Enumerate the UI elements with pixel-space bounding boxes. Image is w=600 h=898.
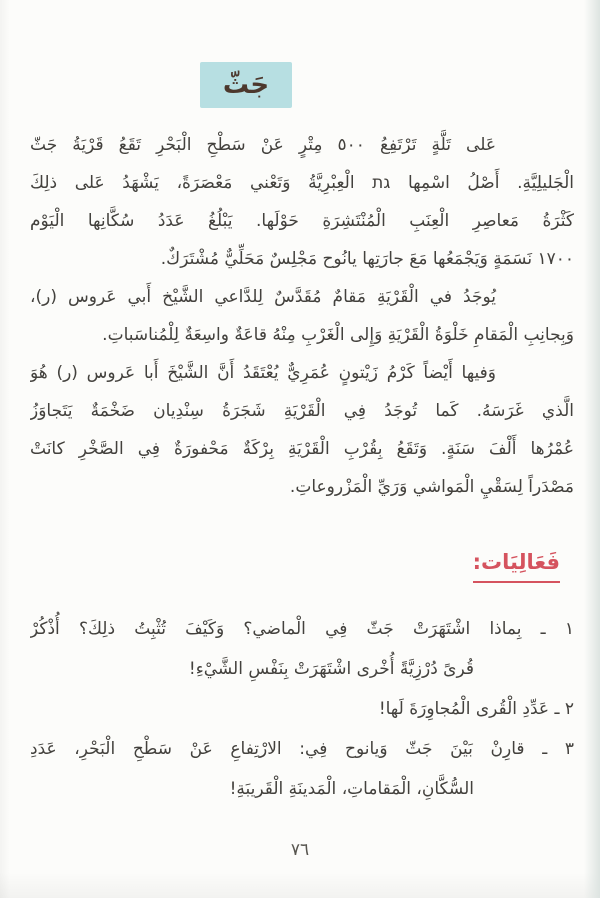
text-line: قُرىً دُرْزِيَّةً أُخْرى اشْتَهَرَتْ بِنَفْسِ الشَّيْءِ! (188, 659, 474, 679)
body-paragraph-2 (30, 278, 574, 354)
village-title: جَثّ (222, 70, 270, 100)
activity-item-2 (30, 689, 574, 729)
text-line: عُمْرُها أَلْفَ سَنَةٍ. وَتَقَعُ بِقُرْبِ الْقَرْيَةِ بِرْكَةٌ مَحْفورَةٌ فِي الصَّخْرِ كانَتْ (30, 439, 574, 459)
page-number: ٧٦ (290, 840, 310, 860)
activity-item-3 (30, 729, 574, 809)
text-line: ٣ ـ قارِنْ بَيْنَ جَثّ وَيانوح فِي: الارْتِفاعِ عَنْ سَطْحِ الْبَحْرِ، عَدَدِ (30, 739, 574, 759)
text-line: ٢ ـ عَدِّدِ الْقُرى الْمُجاوِرَةَ لَها! (378, 699, 574, 719)
activity-item-1 (30, 609, 574, 689)
page-content (30, 126, 574, 809)
body-paragraph-1 (30, 126, 574, 278)
text-line: وَفيها أَيْضاً كَرْمُ زَيْتونٍ عُمَرِيٌّ يُعْتَقَدُ أَنَّ الشَّيْخَ أَبا عَروس (ر) هُوَ (30, 363, 496, 383)
text-line: كَثْرَةُ مَعاصِرِ الْعِنَبِ الْمُنْتَشِرَةِ حَوْلَها. يَبْلُغُ عَدَدُ سُكَّانِها الْيَوْم (30, 211, 574, 231)
text-line: الْجَليلِيَّةِ. أَصْلُ اسْمِها גת الْعِبْرِيَّةُ وَتَعْني مَعْصَرَةً، يَشْهَدُ عَلى ذلِكَ (30, 173, 574, 193)
activities-heading: فَعَالِيَات: (473, 548, 560, 583)
text-line: عَلى تَلَّةٍ تَرْتَفِعُ ٥٠٠ مِتْرٍ عَنْ سَطْحِ الْبَحْرِ تَقَعُ قَرْيَةُ جَثّ (30, 135, 496, 155)
body-paragraph-3 (30, 354, 574, 506)
activities-heading-row (30, 506, 574, 583)
text-line: ١٧٠٠ نَسَمَةٍ وَيَجْمَعُها مَعَ جارَتِها يانُوح مَجْلِسٌ مَحَلِّيٌّ مُشْتَرَكٌ. (160, 249, 574, 269)
text-line: الَّذي غَرَسَهُ. كَما تُوجَدُ فِي الْقَرْيَةِ شَجَرَةُ سِنْدِيان ضَخْمَةٌ يَتَجاوَزُ (30, 401, 574, 421)
activities-list (30, 609, 574, 809)
text-line: وَبِجانِبِ الْمَقامِ خَلْوَةُ الْقَرْيَةِ وَإِلى الْغَرْبِ مِنْهُ قاعَةٌ واسِعَةٌ لِلْمُناسَباتِ. (102, 325, 574, 345)
text-line: مَصْدَراً لِسَقْيِ الْمَواشي وَرَيِّ الْمَزْروعاتِ. (289, 477, 574, 497)
text-line: ١ ـ بِماذا اشْتَهَرَتْ جَثّ فِي الْماضي؟ وَكَيْفَ تُثْبِتُ ذلِكَ؟ أُذْكُرْ (30, 619, 574, 639)
text-line: يُوجَدُ في الْقَرْيَةِ مَقامٌ مُقَدَّسٌ لِلدَّاعي الشَّيْخ أَبي عَروس (ر)، (30, 287, 496, 307)
text-line: السُّكَّانِ، الْمَقاماتِ، الْمَدينَةِ الْقَريبَةِ! (229, 779, 474, 799)
village-title-box (200, 62, 292, 108)
